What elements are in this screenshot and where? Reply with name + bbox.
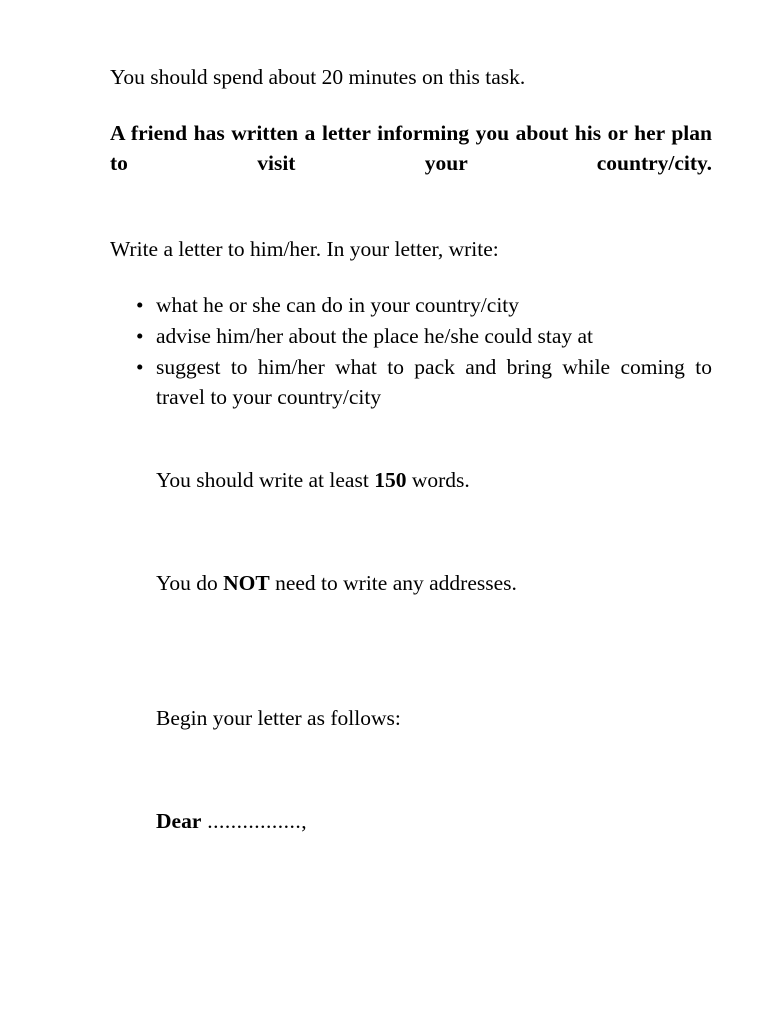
instruction-paragraph: Write a letter to him/her. In your letter, write: [110, 237, 499, 261]
address-note-prefix: You do [156, 570, 224, 595]
salutation-line [156, 806, 712, 836]
salutation-blank: ................, [201, 808, 308, 833]
list-item [110, 352, 712, 412]
begin-letter-note: Begin your letter as follows: [156, 705, 401, 730]
bullet-point-icon: • [136, 355, 144, 379]
spacer [110, 208, 712, 234]
bullet-point-icon: • [136, 293, 144, 317]
list-item [110, 321, 712, 351]
spacer [110, 754, 712, 784]
word-count-note [156, 465, 712, 495]
spacer [110, 516, 712, 546]
document-body [110, 62, 712, 857]
task-bullet-list [110, 290, 712, 412]
list-item [110, 290, 712, 320]
word-count-prefix: You should write at least [156, 467, 375, 492]
address-note-suffix: need to write any addresses. [269, 570, 517, 595]
spacer [110, 264, 712, 290]
list-item-label: what he or she can do in your country/city [156, 293, 520, 317]
task-prompt-heading: A friend has written a letter informing you about his or her plan to visit your country/city. [110, 121, 712, 175]
bullet-point-icon: • [136, 324, 144, 348]
word-count-suffix: words. [406, 467, 470, 492]
address-note [156, 568, 712, 598]
list-item-label: advise him/her about the place he/she could stay at [156, 324, 594, 348]
salutation-word: Dear [156, 808, 202, 833]
address-note-emphasis: NOT [223, 570, 270, 595]
spacer [110, 92, 712, 118]
spacer [110, 619, 712, 681]
intro-paragraph: You should spend about 20 minutes on this task. [110, 65, 526, 89]
spacer [110, 413, 712, 443]
list-item-label: suggest to him/her what to pack and bring while coming to travel to your country/city [156, 355, 712, 409]
word-count-value: 150 [374, 467, 407, 492]
